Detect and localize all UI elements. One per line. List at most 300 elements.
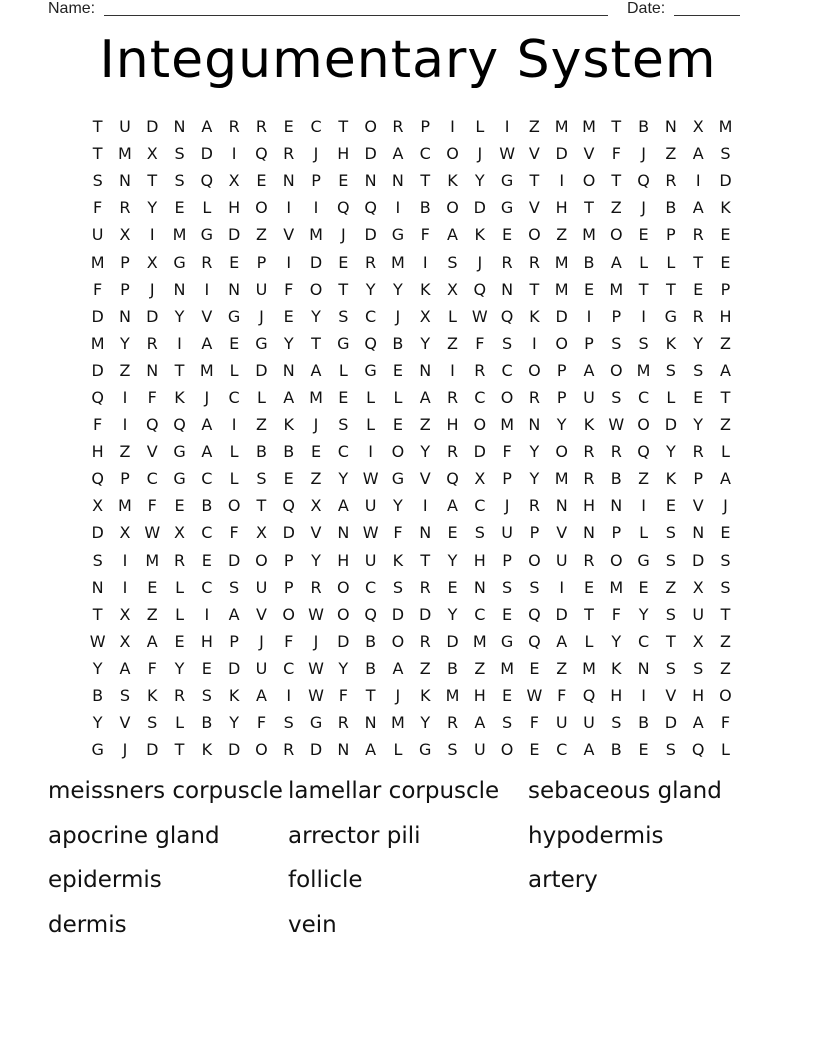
- grid-letter[interactable]: E: [502, 686, 513, 706]
- grid-letter[interactable]: N: [637, 658, 650, 678]
- grid-letter[interactable]: I: [204, 604, 210, 624]
- grid-letter[interactable]: I: [286, 252, 292, 272]
- grid-letter[interactable]: G: [391, 469, 405, 489]
- grid-letter[interactable]: F: [284, 631, 294, 651]
- grid-letter[interactable]: N: [528, 415, 541, 435]
- grid-letter[interactable]: B: [610, 469, 622, 489]
- grid-letter[interactable]: Q: [364, 604, 377, 624]
- grid-letter[interactable]: E: [638, 740, 649, 760]
- grid-letter[interactable]: K: [583, 415, 595, 435]
- grid-letter[interactable]: E: [283, 469, 294, 489]
- grid-letter[interactable]: D: [364, 225, 377, 245]
- grid-letter[interactable]: M: [554, 279, 569, 299]
- grid-letter[interactable]: O: [719, 686, 732, 706]
- grid-letter[interactable]: W: [471, 306, 488, 326]
- grid-letter[interactable]: E: [147, 577, 158, 597]
- name-field-line[interactable]: [104, 15, 608, 16]
- grid-letter[interactable]: I: [122, 387, 128, 407]
- grid-letter[interactable]: Z: [146, 604, 158, 624]
- grid-letter[interactable]: L: [393, 740, 403, 760]
- grid-letter[interactable]: F: [529, 713, 539, 733]
- grid-letter[interactable]: C: [283, 658, 295, 678]
- grid-letter[interactable]: Z: [255, 225, 267, 245]
- grid-letter[interactable]: P: [584, 333, 594, 353]
- grid-letter[interactable]: N: [610, 496, 623, 516]
- grid-letter[interactable]: O: [609, 550, 623, 570]
- grid-letter[interactable]: J: [313, 144, 319, 164]
- grid-letter[interactable]: D: [282, 523, 295, 543]
- grid-letter[interactable]: L: [175, 577, 184, 597]
- grid-letter[interactable]: C: [365, 577, 377, 597]
- grid-letter[interactable]: A: [146, 631, 158, 651]
- grid-letter[interactable]: P: [283, 577, 294, 597]
- grid-letter[interactable]: X: [119, 225, 131, 245]
- grid-letter[interactable]: E: [529, 740, 540, 760]
- grid-letter[interactable]: P: [611, 523, 622, 543]
- grid-letter[interactable]: Y: [229, 713, 240, 733]
- grid-letter[interactable]: B: [638, 713, 650, 733]
- grid-letter[interactable]: V: [419, 469, 431, 489]
- grid-letter[interactable]: G: [419, 740, 432, 760]
- grid-letter[interactable]: T: [638, 279, 649, 299]
- grid-letter[interactable]: M: [636, 360, 651, 380]
- grid-letter[interactable]: B: [201, 713, 213, 733]
- grid-letter[interactable]: B: [638, 117, 650, 137]
- grid-letter[interactable]: O: [255, 550, 268, 570]
- grid-letter[interactable]: Y: [311, 550, 321, 570]
- grid-letter[interactable]: I: [368, 442, 373, 462]
- grid-letter[interactable]: T: [311, 333, 321, 353]
- grid-letter[interactable]: I: [122, 550, 128, 570]
- grid-letter[interactable]: Q: [473, 279, 487, 299]
- grid-letter[interactable]: S: [693, 360, 704, 380]
- grid-letter[interactable]: T: [92, 117, 103, 137]
- grid-letter[interactable]: A: [392, 144, 404, 164]
- grid-letter[interactable]: S: [611, 333, 622, 353]
- grid-letter[interactable]: I: [177, 333, 182, 353]
- grid-letter[interactable]: L: [666, 252, 676, 272]
- grid-letter[interactable]: D: [419, 604, 432, 624]
- grid-letter[interactable]: J: [477, 252, 483, 272]
- grid-letter[interactable]: L: [338, 360, 348, 380]
- grid-letter[interactable]: P: [120, 279, 130, 299]
- grid-letter[interactable]: P: [256, 252, 267, 272]
- grid-letter[interactable]: D: [146, 306, 159, 326]
- grid-letter[interactable]: G: [227, 306, 241, 326]
- grid-letter[interactable]: B: [610, 740, 622, 760]
- grid-letter[interactable]: E: [638, 225, 649, 245]
- grid-letter[interactable]: N: [282, 171, 295, 191]
- grid-letter[interactable]: O: [364, 117, 377, 137]
- grid-letter[interactable]: R: [283, 144, 295, 164]
- grid-letter[interactable]: E: [529, 658, 540, 678]
- grid-letter[interactable]: S: [665, 360, 676, 380]
- grid-letter[interactable]: X: [228, 171, 240, 191]
- grid-letter[interactable]: A: [119, 658, 131, 678]
- grid-letter[interactable]: M: [472, 631, 487, 651]
- grid-letter[interactable]: R: [392, 117, 404, 137]
- grid-letter[interactable]: J: [395, 686, 401, 706]
- grid-letter[interactable]: E: [310, 442, 322, 462]
- grid-letter[interactable]: B: [365, 658, 377, 678]
- grid-letter[interactable]: O: [255, 198, 268, 218]
- grid-letter[interactable]: M: [172, 225, 187, 245]
- grid-letter[interactable]: E: [338, 387, 349, 407]
- grid-letter[interactable]: I: [641, 496, 646, 516]
- grid-letter[interactable]: C: [228, 387, 240, 407]
- grid-letter[interactable]: N: [555, 496, 568, 516]
- grid-letter[interactable]: A: [337, 496, 349, 516]
- grid-letter[interactable]: T: [584, 604, 594, 624]
- grid-letter[interactable]: K: [720, 198, 731, 218]
- grid-letter[interactable]: D: [91, 306, 104, 326]
- grid-letter[interactable]: H: [473, 550, 486, 570]
- grid-letter[interactable]: H: [200, 631, 213, 651]
- grid-letter[interactable]: N: [337, 523, 350, 543]
- grid-letter[interactable]: A: [720, 469, 731, 489]
- grid-letter[interactable]: Y: [120, 333, 130, 353]
- grid-letter[interactable]: B: [447, 658, 458, 678]
- grid-letter[interactable]: A: [228, 604, 240, 624]
- grid-letter[interactable]: V: [310, 523, 322, 543]
- grid-letter[interactable]: L: [229, 442, 239, 462]
- grid-letter[interactable]: S: [474, 523, 485, 543]
- grid-letter[interactable]: G: [500, 171, 514, 191]
- grid-letter[interactable]: R: [692, 442, 704, 462]
- grid-letter[interactable]: J: [149, 279, 155, 299]
- grid-letter[interactable]: S: [693, 658, 704, 678]
- grid-letter[interactable]: T: [338, 279, 349, 299]
- grid-letter[interactable]: M: [554, 252, 569, 272]
- grid-letter[interactable]: I: [122, 577, 128, 597]
- grid-letter[interactable]: N: [391, 171, 404, 191]
- grid-letter[interactable]: C: [474, 604, 486, 624]
- grid-letter[interactable]: G: [173, 252, 186, 272]
- grid-letter[interactable]: J: [259, 306, 264, 326]
- grid-letter[interactable]: E: [693, 279, 704, 299]
- grid-letter[interactable]: Q: [200, 171, 214, 191]
- grid-letter[interactable]: O: [391, 442, 405, 462]
- grid-letter[interactable]: R: [474, 360, 486, 380]
- grid-letter[interactable]: E: [638, 577, 649, 597]
- grid-letter[interactable]: P: [611, 306, 622, 326]
- grid-letter[interactable]: E: [338, 171, 349, 191]
- grid-letter[interactable]: T: [92, 144, 103, 164]
- grid-letter[interactable]: E: [283, 306, 294, 326]
- grid-letter[interactable]: O: [337, 604, 350, 624]
- grid-letter[interactable]: M: [90, 252, 105, 272]
- grid-letter[interactable]: F: [229, 523, 239, 543]
- grid-letter[interactable]: L: [475, 117, 485, 137]
- grid-letter[interactable]: N: [146, 360, 159, 380]
- grid-letter[interactable]: Y: [693, 333, 704, 353]
- grid-letter[interactable]: Q: [145, 415, 159, 435]
- grid-letter[interactable]: R: [255, 117, 267, 137]
- grid-letter[interactable]: A: [310, 360, 322, 380]
- grid-letter[interactable]: E: [283, 117, 294, 137]
- grid-letter[interactable]: F: [93, 198, 103, 218]
- grid-letter[interactable]: H: [473, 686, 486, 706]
- grid-letter[interactable]: X: [146, 144, 158, 164]
- grid-letter[interactable]: D: [555, 144, 568, 164]
- grid-letter[interactable]: S: [502, 577, 513, 597]
- grid-letter[interactable]: T: [420, 550, 431, 570]
- grid-letter[interactable]: T: [420, 171, 431, 191]
- grid-letter[interactable]: K: [529, 306, 540, 326]
- grid-letter[interactable]: R: [446, 713, 459, 733]
- grid-letter[interactable]: L: [393, 387, 403, 407]
- grid-letter[interactable]: T: [174, 740, 185, 760]
- grid-letter[interactable]: D: [227, 740, 241, 760]
- grid-letter[interactable]: R: [173, 550, 186, 570]
- grid-letter[interactable]: C: [638, 387, 650, 407]
- grid-letter[interactable]: P: [420, 117, 431, 137]
- grid-letter[interactable]: R: [310, 577, 322, 597]
- grid-letter[interactable]: D: [692, 550, 705, 570]
- grid-letter[interactable]: L: [639, 523, 649, 543]
- grid-letter[interactable]: E: [201, 658, 212, 678]
- grid-letter[interactable]: H: [337, 550, 350, 570]
- grid-letter[interactable]: O: [473, 415, 487, 435]
- grid-letter[interactable]: L: [639, 252, 649, 272]
- grid-letter[interactable]: J: [340, 225, 346, 245]
- grid-letter[interactable]: X: [419, 306, 431, 326]
- grid-letter[interactable]: A: [365, 740, 377, 760]
- grid-letter[interactable]: N: [118, 306, 131, 326]
- grid-letter[interactable]: D: [309, 252, 323, 272]
- grid-letter[interactable]: S: [665, 658, 676, 678]
- grid-letter[interactable]: N: [228, 279, 241, 299]
- grid-letter[interactable]: R: [528, 387, 540, 407]
- grid-letter[interactable]: N: [419, 523, 432, 543]
- grid-letter[interactable]: Z: [528, 117, 540, 137]
- grid-letter[interactable]: I: [286, 686, 292, 706]
- grid-letter[interactable]: E: [392, 415, 403, 435]
- grid-letter[interactable]: Z: [419, 658, 431, 678]
- grid-letter[interactable]: F: [93, 279, 103, 299]
- grid-letter[interactable]: K: [665, 469, 677, 489]
- grid-letter[interactable]: P: [120, 252, 130, 272]
- grid-letter[interactable]: T: [338, 117, 349, 137]
- grid-letter[interactable]: N: [282, 360, 295, 380]
- grid-letter[interactable]: I: [559, 577, 565, 597]
- grid-letter[interactable]: X: [692, 577, 704, 597]
- grid-letter[interactable]: T: [92, 604, 103, 624]
- grid-letter[interactable]: U: [255, 279, 268, 299]
- grid-letter[interactable]: J: [259, 631, 264, 651]
- grid-letter[interactable]: K: [174, 387, 185, 407]
- grid-letter[interactable]: N: [337, 740, 350, 760]
- grid-letter[interactable]: I: [231, 415, 237, 435]
- grid-letter[interactable]: S: [92, 550, 103, 570]
- grid-letter[interactable]: V: [692, 496, 704, 516]
- grid-letter[interactable]: S: [720, 550, 731, 570]
- grid-letter[interactable]: G: [91, 740, 104, 760]
- grid-letter[interactable]: Y: [174, 306, 185, 326]
- grid-letter[interactable]: R: [283, 740, 295, 760]
- grid-letter[interactable]: L: [256, 387, 266, 407]
- grid-letter[interactable]: N: [583, 523, 595, 543]
- grid-letter[interactable]: Y: [529, 469, 540, 489]
- grid-letter[interactable]: X: [255, 523, 267, 543]
- grid-letter[interactable]: P: [502, 469, 512, 489]
- grid-letter[interactable]: E: [583, 577, 595, 597]
- grid-letter[interactable]: X: [92, 496, 104, 516]
- grid-letter[interactable]: H: [610, 686, 623, 706]
- grid-letter[interactable]: S: [229, 577, 240, 597]
- grid-letter[interactable]: R: [419, 577, 431, 597]
- grid-letter[interactable]: F: [475, 333, 485, 353]
- grid-letter[interactable]: S: [611, 387, 622, 407]
- grid-letter[interactable]: U: [119, 117, 131, 137]
- grid-letter[interactable]: Z: [610, 198, 622, 218]
- grid-letter[interactable]: A: [556, 631, 568, 651]
- grid-letter[interactable]: O: [446, 144, 459, 164]
- grid-letter[interactable]: Z: [310, 469, 322, 489]
- grid-letter[interactable]: J: [504, 496, 510, 516]
- grid-letter[interactable]: B: [283, 442, 295, 462]
- grid-letter[interactable]: L: [175, 604, 184, 624]
- grid-letter[interactable]: X: [692, 631, 704, 651]
- grid-letter[interactable]: U: [692, 604, 705, 624]
- grid-letter[interactable]: X: [119, 523, 131, 543]
- grid-letter[interactable]: T: [720, 604, 731, 624]
- grid-letter[interactable]: Y: [693, 415, 704, 435]
- grid-letter[interactable]: S: [720, 577, 731, 597]
- grid-letter[interactable]: H: [446, 415, 459, 435]
- grid-letter[interactable]: O: [282, 604, 296, 624]
- grid-letter[interactable]: T: [611, 171, 622, 191]
- grid-letter[interactable]: F: [256, 713, 267, 733]
- grid-letter[interactable]: N: [473, 577, 486, 597]
- grid-letter[interactable]: F: [611, 144, 621, 164]
- grid-letter[interactable]: O: [255, 740, 268, 760]
- grid-letter[interactable]: G: [500, 631, 514, 651]
- grid-letter[interactable]: C: [337, 442, 349, 462]
- grid-letter[interactable]: B: [255, 442, 267, 462]
- grid-letter[interactable]: D: [473, 198, 486, 218]
- grid-letter[interactable]: I: [641, 686, 646, 706]
- grid-letter[interactable]: U: [583, 387, 595, 407]
- grid-letter[interactable]: G: [309, 713, 323, 733]
- grid-letter[interactable]: V: [255, 604, 267, 624]
- grid-letter[interactable]: R: [692, 306, 704, 326]
- grid-letter[interactable]: W: [499, 144, 516, 164]
- grid-letter[interactable]: O: [500, 740, 514, 760]
- grid-letter[interactable]: Q: [582, 686, 596, 706]
- grid-letter[interactable]: R: [146, 333, 158, 353]
- grid-letter[interactable]: B: [201, 496, 213, 516]
- grid-letter[interactable]: L: [366, 415, 376, 435]
- grid-letter[interactable]: T: [720, 387, 731, 407]
- grid-letter[interactable]: D: [446, 631, 459, 651]
- grid-letter[interactable]: N: [91, 577, 104, 597]
- grid-letter[interactable]: A: [201, 117, 213, 137]
- grid-letter[interactable]: Z: [719, 631, 731, 651]
- grid-letter[interactable]: W: [362, 523, 379, 543]
- grid-letter[interactable]: C: [556, 740, 568, 760]
- grid-letter[interactable]: I: [422, 496, 428, 516]
- grid-letter[interactable]: Z: [719, 333, 731, 353]
- grid-letter[interactable]: E: [201, 550, 212, 570]
- grid-letter[interactable]: H: [692, 686, 705, 706]
- grid-letter[interactable]: J: [395, 306, 401, 326]
- grid-letter[interactable]: V: [146, 442, 158, 462]
- grid-letter[interactable]: Q: [173, 415, 186, 435]
- grid-letter[interactable]: M: [554, 469, 569, 489]
- grid-letter[interactable]: Z: [255, 415, 267, 435]
- grid-letter[interactable]: R: [446, 387, 459, 407]
- grid-letter[interactable]: N: [173, 117, 186, 137]
- grid-letter[interactable]: S: [338, 415, 349, 435]
- grid-letter[interactable]: Y: [92, 713, 103, 733]
- grid-letter[interactable]: S: [283, 713, 294, 733]
- grid-letter[interactable]: S: [201, 686, 212, 706]
- grid-letter[interactable]: S: [638, 333, 649, 353]
- grid-letter[interactable]: U: [501, 523, 513, 543]
- grid-letter[interactable]: V: [528, 144, 540, 164]
- grid-letter[interactable]: G: [255, 333, 268, 353]
- grid-letter[interactable]: S: [665, 550, 676, 570]
- grid-letter[interactable]: U: [555, 550, 568, 570]
- grid-letter[interactable]: M: [309, 225, 323, 245]
- grid-letter[interactable]: R: [583, 442, 595, 462]
- grid-letter[interactable]: B: [365, 631, 377, 651]
- grid-letter[interactable]: H: [582, 496, 595, 516]
- grid-letter[interactable]: J: [477, 144, 483, 164]
- grid-letter[interactable]: Z: [638, 469, 650, 489]
- grid-letter[interactable]: S: [720, 144, 731, 164]
- grid-letter[interactable]: I: [122, 415, 128, 435]
- grid-letter[interactable]: T: [665, 631, 676, 651]
- grid-letter[interactable]: T: [174, 360, 185, 380]
- grid-letter[interactable]: C: [419, 144, 431, 164]
- grid-letter[interactable]: S: [447, 252, 458, 272]
- grid-letter[interactable]: F: [147, 658, 157, 678]
- grid-letter[interactable]: O: [391, 631, 405, 651]
- grid-letter[interactable]: N: [692, 523, 705, 543]
- grid-letter[interactable]: Q: [691, 740, 705, 760]
- grid-letter[interactable]: R: [119, 198, 131, 218]
- grid-letter[interactable]: F: [557, 686, 567, 706]
- grid-letter[interactable]: S: [502, 333, 513, 353]
- grid-letter[interactable]: E: [720, 225, 731, 245]
- grid-letter[interactable]: L: [229, 469, 239, 489]
- grid-letter[interactable]: E: [338, 252, 349, 272]
- grid-letter[interactable]: O: [446, 198, 459, 218]
- grid-letter[interactable]: K: [146, 686, 158, 706]
- grid-letter[interactable]: F: [147, 387, 157, 407]
- grid-letter[interactable]: I: [695, 171, 701, 191]
- grid-letter[interactable]: X: [310, 496, 322, 516]
- grid-letter[interactable]: I: [395, 198, 401, 218]
- grid-letter[interactable]: B: [92, 686, 104, 706]
- grid-letter[interactable]: L: [175, 713, 184, 733]
- grid-letter[interactable]: R: [501, 252, 513, 272]
- grid-letter[interactable]: D: [664, 713, 678, 733]
- grid-letter[interactable]: T: [529, 279, 540, 299]
- grid-letter[interactable]: Q: [528, 604, 541, 624]
- grid-letter[interactable]: G: [637, 550, 650, 570]
- grid-letter[interactable]: R: [365, 252, 377, 272]
- grid-letter[interactable]: O: [609, 360, 623, 380]
- grid-letter[interactable]: M: [309, 387, 323, 407]
- grid-letter[interactable]: Y: [393, 279, 403, 299]
- grid-letter[interactable]: Y: [147, 198, 158, 218]
- grid-letter[interactable]: A: [692, 144, 704, 164]
- grid-letter[interactable]: M: [118, 496, 132, 516]
- grid-letter[interactable]: K: [665, 333, 677, 353]
